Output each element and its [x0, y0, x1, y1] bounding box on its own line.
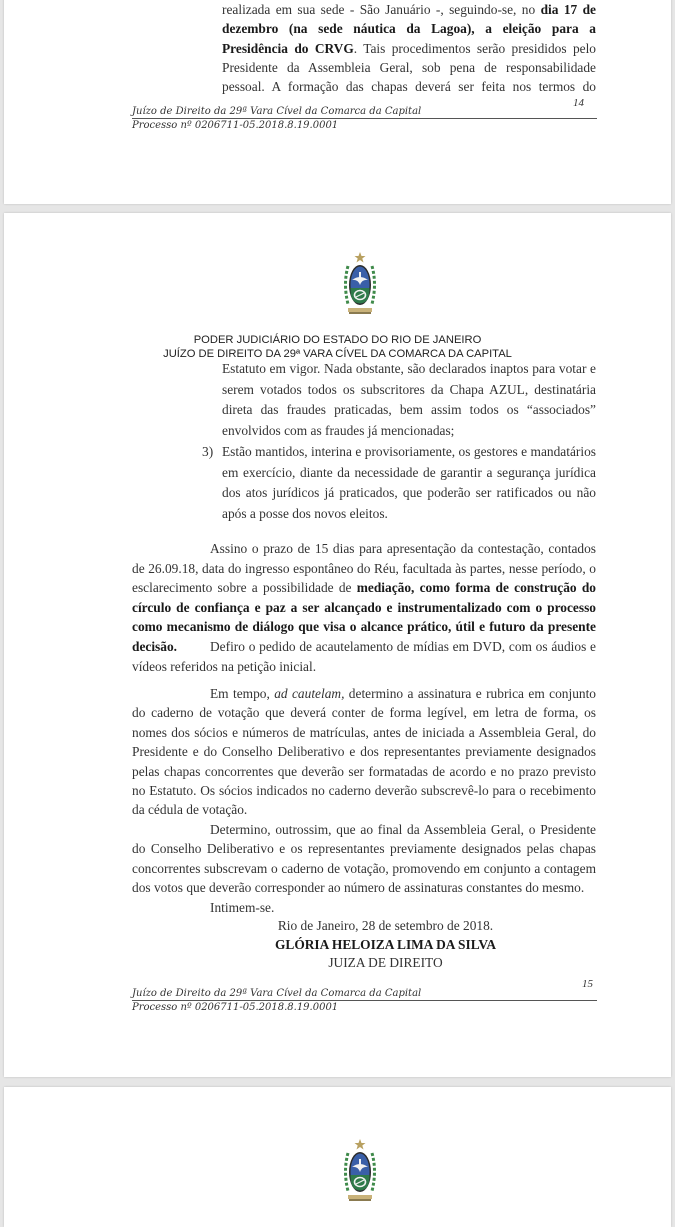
- paragraph-dvd: [132, 637, 596, 676]
- footer-court: Juízo de Direito da 29ª Vara Cível da Comarca da Capital: [132, 988, 597, 1001]
- bold-presidency: Presidência do CRVG: [222, 40, 354, 56]
- footer-process: Processo nº 0206711-05.2018.8.19.0001: [132, 120, 339, 131]
- date-line: Rio de Janeiro, 28 de setembro de 2018.: [277, 918, 494, 933]
- bold-date: dia 17 de: [540, 2, 596, 17]
- page-footer: [132, 106, 597, 132]
- document-page-16: [4, 1087, 671, 1227]
- text: determino a assinatura e rubrica em conjunto do caderno de votação que deverá conter de forma legível, em letra de forma, os nomes dos sócios e números de matrículas, antes de iniciada a Assembleia Geral, do Presidente e do Conselho Deliberativo e dos representantes previamente designados pelas chapas concorrentes que deverão ser formatadas de acordo e no prazo previsto no Estatuto. Os sócios indicados no caderno deverão subscrevê-lo para o recebimento da cédula de votação.: [132, 686, 597, 818]
- court-header: [4, 334, 671, 361]
- dvd-text: Defiro o pedido de acautelamento de mídias em DVD, com os áudios e vídeos referidos na petição inicial.: [132, 639, 596, 674]
- deadline-text: Assino o prazo de 15 dias para apresentação da contestação, contados de 26.09.18, data do ingresso espontâneo do Réu, facultada às partes, nesse período, o esclarecimento sobre a possibilidade de: [132, 541, 596, 596]
- page14-body-text: [222, 0, 596, 96]
- page-number: 14: [573, 97, 584, 109]
- text-line: pessoal. A formação das chapas deverá ser feita nos termos do: [222, 79, 596, 95]
- bold-election-text: dezembro (na sede náutica da Lagoa), a eleição para a: [222, 21, 596, 37]
- text-line: realizada em sua sede - São Januário -, seguindo-se, no: [222, 2, 536, 17]
- item-3: [202, 442, 596, 524]
- header-line-judiciary: PODER JUDICIÁRIO DO ESTADO DO RIO DE JANEIRO: [193, 334, 482, 346]
- footer-court: Juízo de Direito da 29ª Vara Cível da Comarca da Capital: [132, 106, 597, 119]
- document-page-14: [4, 0, 671, 204]
- header-line-court: JUÍZO DE DIREITO DA 29ª VARA CÍVEL DA COMARCA DA CAPITAL: [163, 347, 512, 360]
- document-page-15: [4, 213, 671, 1077]
- coat-of-arms-icon: [340, 250, 380, 322]
- paragraph-ad-cautelam: [132, 684, 596, 820]
- text-line: . Tais procedimentos serão presididos pelo: [353, 40, 596, 56]
- coat-of-arms-icon: [340, 1137, 380, 1209]
- page-footer: [132, 988, 597, 1014]
- judge-name: GLÓRIA HELOIZA LIMA DA SILVA: [274, 936, 497, 952]
- mediation-bold-text: mediação, como forma de construção do círculo de confiança e paz a ser alcançado e instrumentalizado com o processo como mecanismo de diálogo que visa o alcance prático, útil e futuro da presente decisão.: [132, 580, 596, 654]
- signature-block: [4, 917, 671, 973]
- italic-ad-cautelam: ad cautelam,: [274, 686, 345, 701]
- item-2-continuation: Estatuto em vigor. Nada obstante, são declarados inaptos para votar e serem votados todos os subscritores da Chapa AZUL, destinatária direta das fraudes praticadas, bem assim todos os “associados” envolvidos com as fraudes já mencionadas;: [222, 361, 596, 438]
- intimem-se: Intimem-se.: [210, 900, 275, 915]
- item-3-text: Estão mantidos, interina e provisoriamente, os gestores e mandatários em exercício, diante da necessidade de garantir a segurança jurídica dos atos jurídicos já praticados, que poderão ser ratificados ou não após a posse dos novos eleitos.: [222, 444, 596, 521]
- text: Em tempo,: [210, 686, 275, 701]
- text-line: Presidente da Assembleia Geral, sob pena de responsabilidade: [222, 59, 596, 75]
- item-3-label: 3): [202, 444, 214, 459]
- paragraph-determino: [132, 820, 596, 898]
- text: Determino, outrossim, que ao final da Assembleia Geral, o Presidente do Conselho Deliberativo e os representantes previamente designados pelas chapas concorrentes subscrevam o caderno de votação, promovendo em conjunto a contagem dos votos que deverão corresponder ao número de assinaturas constantes do mesmo.: [132, 822, 596, 896]
- page-number: 15: [582, 978, 593, 990]
- judge-title: JUIZA DE DIREITO: [328, 955, 443, 970]
- footer-process: Processo nº 0206711-05.2018.8.19.0001: [132, 1002, 339, 1013]
